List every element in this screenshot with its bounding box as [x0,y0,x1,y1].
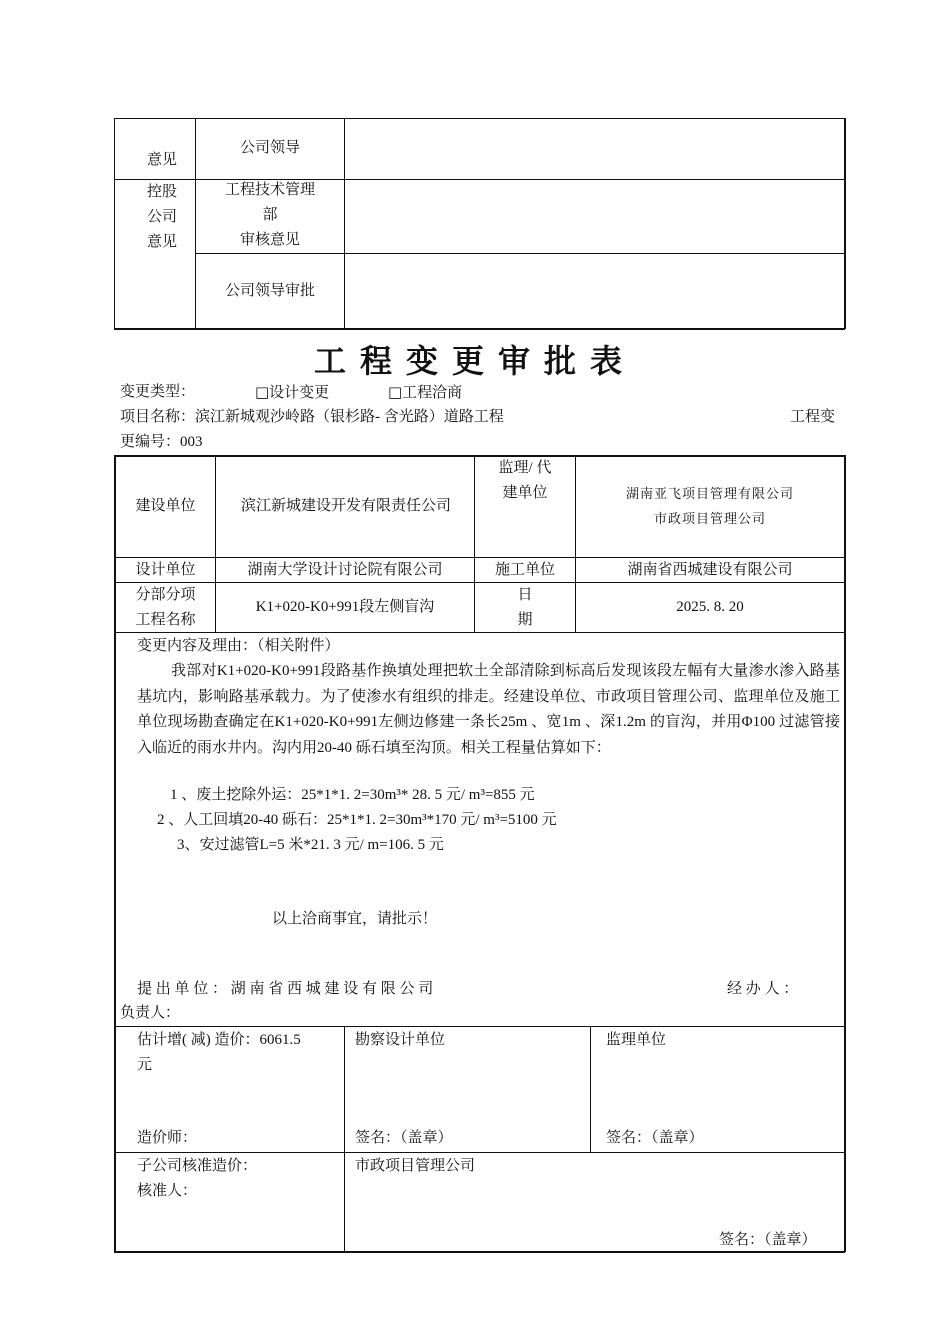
tech-dept-line: 工程技术管理 [224,182,315,198]
date-label-line: 期 [517,612,533,628]
estimate-cost-line: 元 [137,1057,153,1073]
holding-company-opinion-label: 控股公司意见 [147,184,178,250]
quantity-item-1: 1 、废土挖除外运：25*1*1. 2=30m³* 28. 5 元/ m³=855 元 [170,787,535,803]
sub-company-price-label: 子公司核准造价： [137,1158,258,1174]
supervisor-value-line: 市政项目管理公司 [653,512,766,527]
opinion-label: 意见 [147,152,178,168]
submit-unit: 提 出 单 位 ： 湖 南 省 西 城 建 设 有 限 公 司 [137,981,434,997]
table-border [114,1026,845,1027]
supervisor-label: 监理/ 代建单位 [498,460,552,501]
construct-unit-label: 施工单位 [494,561,555,578]
table-border [114,1152,845,1153]
design-unit-label: 设计单位 [135,561,196,578]
table-border [114,455,845,457]
date-label [475,583,575,633]
table-border [344,1026,345,1252]
change-number-label: 工程变 [790,409,836,425]
negotiation-checkbox[interactable]: □工程洽商 [388,383,463,401]
company-leader-label: 公司领导 [239,139,300,156]
tech-dept-label [196,178,344,253]
closing-request: 以上洽商事宜，请批示！ [272,911,438,927]
tech-dept-line: 部 [262,207,278,223]
supervision-sign-label: 签名：（盖章） [606,1130,704,1146]
construct-unit-value: 湖南省西城建设有限公司 [627,561,793,578]
quantity-item-3: 3、安过滤管L=5 米*21. 3 元/ m=106. 5 元 [177,837,444,853]
quantity-item-2: 2 、人工回填20-40 砾石：25*1*1. 2=30m³*170 元/ m³=5100 元 [157,812,557,828]
sub-project-label-line: 工程名称 [135,612,196,628]
date-value: 2025. 8. 20 [676,599,744,615]
date-label-line: 日 [517,587,533,603]
tech-dept-line: 审核意见 [239,232,300,248]
survey-sign-label: 签名：（盖章） [355,1130,453,1146]
table-border [844,455,846,1252]
table-border [844,118,846,329]
design-unit-value: 湖南大学设计讨论院有限公司 [247,561,443,578]
table-border [114,328,845,330]
table-border [344,118,345,329]
change-type-label: 变更类型： [120,384,196,400]
change-number: 更编号：003 [120,434,203,450]
supervisor-value [576,482,844,532]
sub-project-label [116,583,215,633]
leader-approval-label: 公司领导审批 [224,282,315,299]
responsible-label: 负责人： [120,1005,181,1021]
table-border [114,118,115,329]
build-unit-value: 滨江新城建设开发有限责任公司 [240,498,451,514]
build-unit-label: 建设单位 [135,498,196,514]
municipal-sign-label: 签名：（盖章） [719,1232,817,1248]
municipal-company-label: 市政项目管理公司 [355,1158,476,1174]
handler-label: 经 办 人 ： [727,981,799,997]
table-border [590,1026,591,1152]
content-heading: 变更内容及理由：（相关附件） [137,638,340,654]
supervision-unit-label: 监理单位 [606,1032,667,1048]
estimate-cost-line: 估计增( 减) 造价：6061.5 [137,1032,301,1048]
page-title: 工程变更审批表 [313,342,636,380]
design-change-checkbox[interactable]: □设计变更 [255,383,330,401]
content-paragraph: 我部对K1+020-K0+991段路基作换填处理把软土全部清除到标高后发现该段左幅有大量渗水渗入路基基坑内，影响路基承载力。为了使渗水有组织的排走。经建设单位、市政项目管理公司、监理单位及施工单位现场勘查确定在K1+020-K0+991左侧边修建一条长25m 、宽1m 、深1.2m 的盲沟，并用Φ100 过滤管接入临近的雨水井内。沟内用20-40 砾石填至沟顶。相关工程量估算如下： [137,663,840,756]
supervisor-value-line: 湖南亚飞项目管理有限公司 [625,487,794,502]
sub-project-label-line: 分部分项 [135,587,196,603]
sub-project-value: K1+020-K0+991段左侧盲沟 [255,599,435,615]
survey-unit-label: 勘察设计单位 [355,1032,446,1048]
project-name: 项目名称：滨江新城观沙岭路（银杉路- 含光路）道路工程 [120,409,504,425]
estimate-cost [137,1028,337,1078]
cost-engineer-label: 造价师： [137,1130,198,1146]
approver-label: 核准人： [137,1183,198,1199]
